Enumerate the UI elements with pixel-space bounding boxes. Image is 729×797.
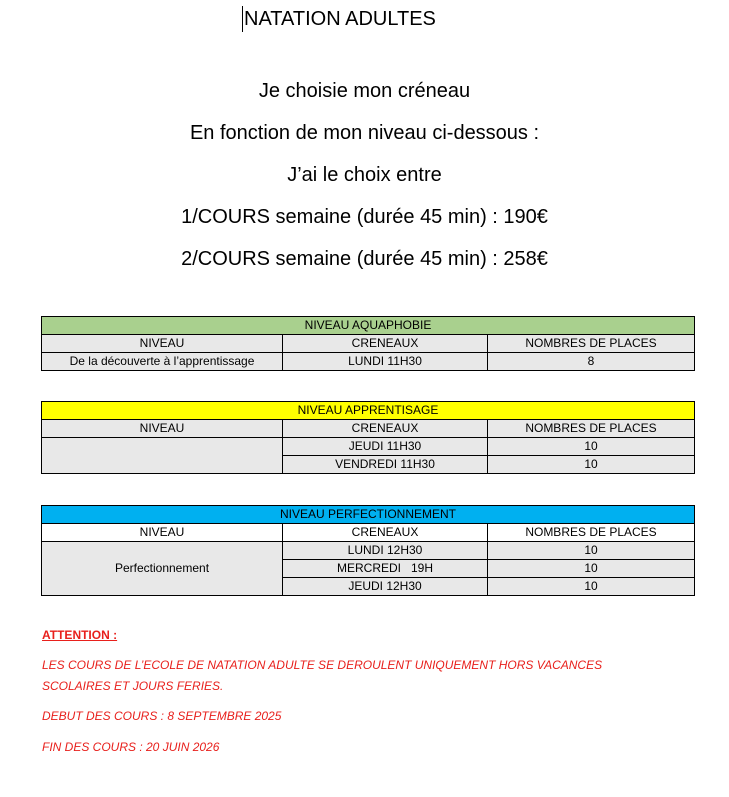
creneau-cell: JEUDI 11H30 (283, 438, 488, 456)
niveau-cell (42, 438, 283, 474)
column-header-places: NOMBRES DE PLACES (488, 420, 695, 438)
intro-line-4: 1/COURS semaine (durée 45 min) : 190€ (181, 206, 548, 228)
places-cell: 10 (488, 578, 695, 596)
notes-line-1: LES COURS DE L’ECOLE DE NATATION ADULTE SE DEROULENT UNIQUEMENT HORS VACANCES (42, 658, 603, 672)
column-header-creneaux: CRENEAUX (283, 335, 488, 353)
attention-label: ATTENTION : (42, 628, 118, 642)
intro-line-5: 2/COURS semaine (durée 45 min) : 258€ (181, 248, 548, 270)
creneau-cell: JEUDI 12H30 (283, 578, 488, 596)
column-header-niveau: NIVEAU (42, 420, 283, 438)
column-header-niveau: NIVEAU (42, 335, 283, 353)
table-header: NIVEAU PERFECTIONNEMENT (42, 506, 695, 524)
table-aquaphobie (41, 316, 695, 371)
creneau-cell: LUNDI 12H30 (283, 542, 488, 560)
table-header: NIVEAU APPRENTISAGE (42, 402, 695, 420)
table-row (42, 438, 695, 456)
intro-line-1: Je choisie mon créneau (258, 80, 471, 102)
places-cell: 8 (488, 353, 695, 371)
creneau-cell: LUNDI 11H30 (283, 353, 488, 371)
table-row (42, 353, 695, 371)
niveau-cell: De la découverte à l’apprentissage (42, 353, 283, 371)
table-perfectionnement (41, 505, 695, 596)
places-cell: 10 (488, 456, 695, 474)
notes-line-2: SCOLAIRES ET JOURS FERIES. (42, 679, 224, 693)
text-cursor (242, 6, 243, 32)
table-row (42, 542, 695, 560)
page-title: NATATION ADULTES (244, 8, 436, 30)
start-date: DEBUT DES COURS : 8 SEPTEMBRE 2025 (42, 709, 282, 723)
places-cell: 10 (488, 438, 695, 456)
column-header-creneaux: CRENEAUX (283, 420, 488, 438)
column-header-places: NOMBRES DE PLACES (488, 335, 695, 353)
intro-line-3: J’ai le choix entre (287, 164, 442, 186)
places-cell: 10 (488, 560, 695, 578)
places-cell: 10 (488, 542, 695, 560)
column-header-places: NOMBRES DE PLACES (488, 524, 695, 542)
intro-line-2: En fonction de mon niveau ci-dessous : (189, 122, 540, 144)
end-date: FIN DES COURS : 20 JUIN 2026 (42, 740, 220, 754)
column-header-niveau: NIVEAU (42, 524, 283, 542)
niveau-cell: Perfectionnement (42, 542, 283, 596)
creneau-cell: MERCREDI 19H (283, 560, 488, 578)
column-header-creneaux: CRENEAUX (283, 524, 488, 542)
table-header: NIVEAU AQUAPHOBIE (42, 317, 695, 335)
creneau-cell: VENDREDI 11H30 (283, 456, 488, 474)
table-apprentissage (41, 401, 695, 474)
